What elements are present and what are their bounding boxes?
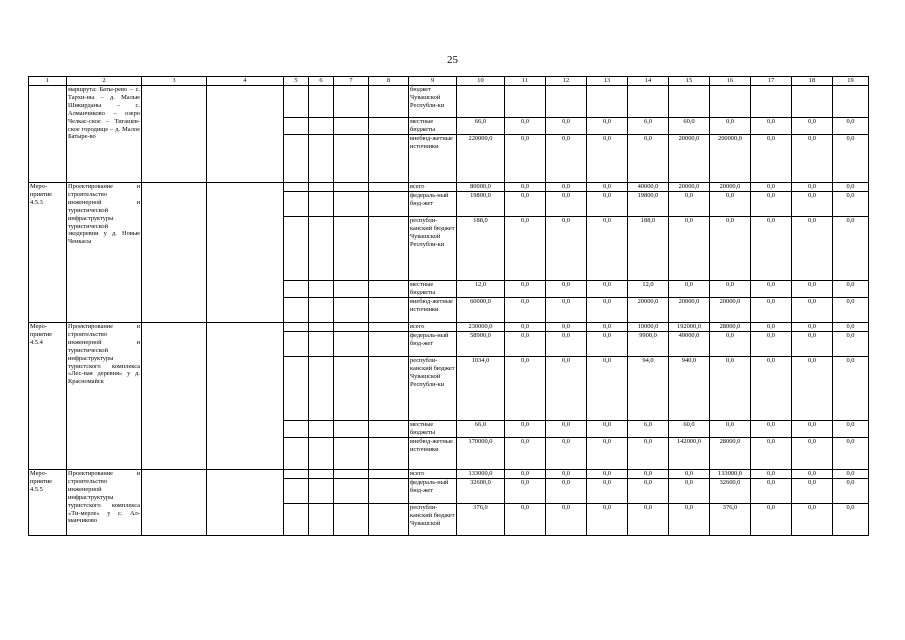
value-cell: 0,0 xyxy=(833,298,869,323)
value-cell: 0,0 xyxy=(669,217,710,281)
value-cell: 0,0 xyxy=(751,281,792,298)
column-header: 12 xyxy=(546,77,587,86)
empty-cell xyxy=(334,470,369,479)
value-cell: 0,0 xyxy=(792,332,833,357)
value-cell xyxy=(669,86,710,118)
page-number: 25 xyxy=(447,54,458,66)
empty-cell xyxy=(284,135,309,183)
value-cell: 0,0 xyxy=(587,135,628,183)
empty-cell xyxy=(142,183,207,323)
funding-source: местные бюджеты xyxy=(409,118,457,135)
value-cell: 0,0 xyxy=(546,217,587,281)
value-cell: 0,0 xyxy=(505,192,546,217)
value-cell: 0,0 xyxy=(546,281,587,298)
empty-cell xyxy=(334,421,369,438)
value-cell: 0,0 xyxy=(505,135,546,183)
value-cell: 0,0 xyxy=(751,332,792,357)
value-cell: 0,0 xyxy=(792,470,833,479)
empty-cell xyxy=(309,504,334,536)
value-cell: 6,0 xyxy=(628,421,669,438)
value-cell: 230000,0 xyxy=(457,323,505,332)
value-cell: 0,0 xyxy=(669,470,710,479)
value-cell: 133000,0 xyxy=(710,470,751,479)
value-cell: 60,0 xyxy=(669,421,710,438)
empty-cell xyxy=(369,504,409,536)
value-cell: 0,0 xyxy=(546,298,587,323)
value-cell: 28000,0 xyxy=(710,323,751,332)
value-cell: 12,0 xyxy=(457,281,505,298)
value-cell: 0,0 xyxy=(546,421,587,438)
value-cell: 170000,0 xyxy=(457,438,505,470)
value-cell: 0,0 xyxy=(669,281,710,298)
activity-description: Проектирование и строительство инженерной и туристической инфраструктуры туристского комплекса «Лес-ная деревня» у д. Красномайск xyxy=(67,323,142,470)
empty-cell xyxy=(334,135,369,183)
empty-cell xyxy=(284,421,309,438)
value-cell: 188,0 xyxy=(457,217,505,281)
funding-source: всего xyxy=(409,323,457,332)
value-cell: 0,0 xyxy=(546,323,587,332)
empty-cell xyxy=(334,323,369,332)
value-cell xyxy=(587,86,628,118)
value-cell: 80000,0 xyxy=(457,183,505,192)
empty-cell xyxy=(369,86,409,118)
value-cell: 40000,0 xyxy=(628,183,669,192)
funding-source: внебюд-жетные источники xyxy=(409,438,457,470)
empty-cell xyxy=(334,183,369,192)
value-cell: 376,0 xyxy=(710,504,751,536)
value-cell: 200000,0 xyxy=(710,135,751,183)
value-cell: 0,0 xyxy=(833,479,869,504)
funding-source: всего xyxy=(409,183,457,192)
value-cell: 0,0 xyxy=(628,438,669,470)
empty-cell xyxy=(284,357,309,421)
funding-source: внебюд-жетные источники xyxy=(409,298,457,323)
empty-cell xyxy=(309,332,334,357)
value-cell: 0,0 xyxy=(505,323,546,332)
value-cell: 0,0 xyxy=(792,192,833,217)
value-cell: 20000,0 xyxy=(669,183,710,192)
empty-cell xyxy=(334,86,369,118)
empty-cell xyxy=(309,217,334,281)
empty-cell xyxy=(334,192,369,217)
column-header: 3 xyxy=(142,77,207,86)
value-cell: 0,0 xyxy=(751,217,792,281)
empty-cell xyxy=(334,332,369,357)
activity-label: Меро-приятие 4.5.4 xyxy=(29,323,67,470)
value-cell: 0,0 xyxy=(505,298,546,323)
value-cell: 0,0 xyxy=(792,438,833,470)
activity-label: Меро-приятие 4.5.5 xyxy=(29,470,67,536)
value-cell: 0,0 xyxy=(587,504,628,536)
table-row xyxy=(29,470,869,479)
value-cell: 0,0 xyxy=(546,192,587,217)
empty-cell xyxy=(284,323,309,332)
value-cell: 0,0 xyxy=(833,421,869,438)
empty-cell xyxy=(284,86,309,118)
value-cell: 0,0 xyxy=(587,357,628,421)
empty-cell xyxy=(309,86,334,118)
value-cell: 0,0 xyxy=(792,323,833,332)
empty-cell xyxy=(207,470,284,536)
empty-cell xyxy=(369,192,409,217)
value-cell: 20000,0 xyxy=(669,135,710,183)
empty-cell xyxy=(369,323,409,332)
value-cell: 0,0 xyxy=(587,479,628,504)
column-header: 10 xyxy=(457,77,505,86)
funding-source: федераль-ный бюд-жет xyxy=(409,332,457,357)
value-cell: 20000,0 xyxy=(710,298,751,323)
column-header: 15 xyxy=(669,77,710,86)
value-cell: 19800,0 xyxy=(628,192,669,217)
empty-cell xyxy=(309,438,334,470)
funding-source: местные бюджеты xyxy=(409,421,457,438)
value-cell: 0,0 xyxy=(751,192,792,217)
value-cell: 0,0 xyxy=(587,183,628,192)
value-cell: 0,0 xyxy=(710,281,751,298)
empty-cell xyxy=(369,438,409,470)
value-cell: 0,0 xyxy=(587,192,628,217)
value-cell: 192000,0 xyxy=(669,323,710,332)
empty-cell xyxy=(284,298,309,323)
value-cell: 10000,0 xyxy=(628,323,669,332)
value-cell: 0,0 xyxy=(792,135,833,183)
value-cell: 0,0 xyxy=(546,479,587,504)
value-cell: 0,0 xyxy=(505,479,546,504)
column-header: 4 xyxy=(207,77,284,86)
value-cell: 142000,0 xyxy=(669,438,710,470)
value-cell: 20000,0 xyxy=(710,183,751,192)
empty-cell xyxy=(334,479,369,504)
value-cell: 0,0 xyxy=(792,357,833,421)
value-cell: 0,0 xyxy=(833,217,869,281)
column-header: 6 xyxy=(309,77,334,86)
empty-cell xyxy=(309,357,334,421)
value-cell: 0,0 xyxy=(833,192,869,217)
value-cell: 0,0 xyxy=(833,118,869,135)
value-cell: 0,0 xyxy=(546,357,587,421)
empty-cell xyxy=(142,86,207,183)
empty-cell xyxy=(284,438,309,470)
value-cell: 0,0 xyxy=(710,332,751,357)
value-cell: 0,0 xyxy=(505,118,546,135)
value-cell: 0,0 xyxy=(710,118,751,135)
value-cell: 0,0 xyxy=(628,479,669,504)
empty-cell xyxy=(369,183,409,192)
value-cell: 0,0 xyxy=(505,332,546,357)
empty-cell xyxy=(309,421,334,438)
empty-cell xyxy=(284,504,309,536)
value-cell: 0,0 xyxy=(833,332,869,357)
empty-cell xyxy=(284,479,309,504)
empty-cell xyxy=(309,281,334,298)
value-cell: 1034,0 xyxy=(457,357,505,421)
value-cell: 0,0 xyxy=(669,504,710,536)
value-cell: 0,0 xyxy=(546,183,587,192)
value-cell: 0,0 xyxy=(587,470,628,479)
empty-cell xyxy=(369,421,409,438)
value-cell: 0,0 xyxy=(587,118,628,135)
empty-cell xyxy=(284,281,309,298)
empty-cell xyxy=(369,470,409,479)
empty-cell xyxy=(309,298,334,323)
value-cell: 6,0 xyxy=(628,118,669,135)
value-cell xyxy=(751,86,792,118)
empty-cell xyxy=(334,357,369,421)
column-header: 1 xyxy=(29,77,67,86)
empty-cell xyxy=(369,298,409,323)
value-cell: 0,0 xyxy=(587,298,628,323)
value-cell: 0,0 xyxy=(505,504,546,536)
empty-cell xyxy=(309,323,334,332)
empty-cell xyxy=(334,438,369,470)
value-cell: 0,0 xyxy=(587,323,628,332)
value-cell: 0,0 xyxy=(751,135,792,183)
value-cell: 0,0 xyxy=(792,479,833,504)
value-cell: 188,0 xyxy=(628,217,669,281)
column-header: 2 xyxy=(67,77,142,86)
column-header: 5 xyxy=(284,77,309,86)
value-cell: 66,0 xyxy=(457,118,505,135)
value-cell: 0,0 xyxy=(710,217,751,281)
value-cell: 58900,0 xyxy=(457,332,505,357)
value-cell: 0,0 xyxy=(833,504,869,536)
value-cell: 0,0 xyxy=(751,438,792,470)
empty-cell xyxy=(369,118,409,135)
empty-cell xyxy=(284,192,309,217)
value-cell: 12,0 xyxy=(628,281,669,298)
value-cell: 0,0 xyxy=(505,357,546,421)
value-cell: 0,0 xyxy=(669,192,710,217)
value-cell xyxy=(792,86,833,118)
value-cell: 0,0 xyxy=(751,479,792,504)
empty-cell xyxy=(369,479,409,504)
value-cell: 60000,0 xyxy=(457,298,505,323)
funding-source: республи-канский бюджет Чувашской Республи-ки xyxy=(409,217,457,281)
column-header: 8 xyxy=(369,77,409,86)
value-cell: 0,0 xyxy=(751,323,792,332)
empty-cell xyxy=(284,183,309,192)
value-cell: 32600,0 xyxy=(457,479,505,504)
value-cell: 9900,0 xyxy=(628,332,669,357)
value-cell: 0,0 xyxy=(751,421,792,438)
value-cell: 0,0 xyxy=(792,298,833,323)
value-cell: 0,0 xyxy=(587,421,628,438)
empty-cell xyxy=(334,298,369,323)
empty-cell xyxy=(369,217,409,281)
empty-cell xyxy=(369,357,409,421)
value-cell: 0,0 xyxy=(505,438,546,470)
value-cell xyxy=(628,86,669,118)
value-cell xyxy=(833,86,869,118)
value-cell: 49000,0 xyxy=(669,332,710,357)
value-cell: 0,0 xyxy=(505,281,546,298)
value-cell: 32600,0 xyxy=(710,479,751,504)
value-cell: 19800,0 xyxy=(457,192,505,217)
value-cell: 0,0 xyxy=(833,470,869,479)
value-cell: 0,0 xyxy=(833,281,869,298)
column-header: 13 xyxy=(587,77,628,86)
value-cell: 0,0 xyxy=(628,504,669,536)
table-row xyxy=(29,323,869,332)
value-cell: 0,0 xyxy=(751,118,792,135)
value-cell: 0,0 xyxy=(505,183,546,192)
column-header: 16 xyxy=(710,77,751,86)
empty-cell xyxy=(309,479,334,504)
value-cell: 0,0 xyxy=(505,217,546,281)
budget-table xyxy=(28,76,869,536)
value-cell: 0,0 xyxy=(792,504,833,536)
value-cell: 133000,0 xyxy=(457,470,505,479)
table-row xyxy=(29,86,869,118)
value-cell: 0,0 xyxy=(710,421,751,438)
funding-source: бюджет Чувашской Республи-ки xyxy=(409,86,457,118)
value-cell: 0,0 xyxy=(792,183,833,192)
value-cell: 0,0 xyxy=(546,332,587,357)
empty-cell xyxy=(309,192,334,217)
column-header: 9 xyxy=(409,77,457,86)
value-cell: 0,0 xyxy=(628,470,669,479)
empty-cell xyxy=(334,217,369,281)
value-cell: 0,0 xyxy=(587,332,628,357)
value-cell: 0,0 xyxy=(751,183,792,192)
funding-source: всего xyxy=(409,470,457,479)
value-cell: 0,0 xyxy=(833,357,869,421)
value-cell: 20000,0 xyxy=(669,298,710,323)
empty-cell xyxy=(369,135,409,183)
empty-cell xyxy=(334,504,369,536)
value-cell: 0,0 xyxy=(546,135,587,183)
value-cell: 0,0 xyxy=(546,504,587,536)
value-cell: 0,0 xyxy=(751,504,792,536)
value-cell: 0,0 xyxy=(710,357,751,421)
value-cell: 66,0 xyxy=(457,421,505,438)
empty-cell xyxy=(142,470,207,536)
funding-source: федераль-ный бюд-жет xyxy=(409,192,457,217)
table-row xyxy=(29,183,869,192)
value-cell: 20000,0 xyxy=(628,298,669,323)
empty-cell xyxy=(309,183,334,192)
value-cell: 0,0 xyxy=(628,135,669,183)
value-cell xyxy=(457,86,505,118)
activity-label xyxy=(29,86,67,183)
value-cell xyxy=(505,86,546,118)
value-cell: 0,0 xyxy=(587,217,628,281)
value-cell: 0,0 xyxy=(751,357,792,421)
value-cell: 0,0 xyxy=(587,281,628,298)
value-cell: 0,0 xyxy=(505,470,546,479)
column-number-row xyxy=(29,77,869,86)
value-cell: 940,0 xyxy=(669,357,710,421)
empty-cell xyxy=(207,86,284,183)
value-cell: 376,0 xyxy=(457,504,505,536)
value-cell: 0,0 xyxy=(546,470,587,479)
column-header: 11 xyxy=(505,77,546,86)
value-cell: 0,0 xyxy=(710,192,751,217)
empty-cell xyxy=(284,470,309,479)
empty-cell xyxy=(309,470,334,479)
value-cell: 0,0 xyxy=(669,479,710,504)
value-cell: 0,0 xyxy=(833,438,869,470)
value-cell: 0,0 xyxy=(833,323,869,332)
value-cell: 0,0 xyxy=(751,470,792,479)
empty-cell xyxy=(284,332,309,357)
empty-cell xyxy=(309,135,334,183)
column-header: 7 xyxy=(334,77,369,86)
empty-cell xyxy=(207,323,284,470)
activity-description: Проектирование и строительство инженерной и туристической инфраструктуры туристической экодеревни у д. Новые Ченкасы xyxy=(67,183,142,323)
funding-source: внебюд-жетные источники xyxy=(409,135,457,183)
empty-cell xyxy=(284,217,309,281)
value-cell: 220000,0 xyxy=(457,135,505,183)
empty-cell xyxy=(369,332,409,357)
value-cell: 0,0 xyxy=(505,421,546,438)
value-cell xyxy=(546,86,587,118)
value-cell: 0,0 xyxy=(792,118,833,135)
value-cell: 0,0 xyxy=(751,298,792,323)
value-cell: 28000,0 xyxy=(710,438,751,470)
column-header: 14 xyxy=(628,77,669,86)
column-header: 17 xyxy=(751,77,792,86)
value-cell: 0,0 xyxy=(546,438,587,470)
column-header: 18 xyxy=(792,77,833,86)
value-cell xyxy=(710,86,751,118)
value-cell: 60,0 xyxy=(669,118,710,135)
funding-source: федераль-ный бюд-жет xyxy=(409,479,457,504)
column-header: 19 xyxy=(833,77,869,86)
value-cell: 0,0 xyxy=(792,421,833,438)
activity-description: маршрута: Баты-рево – с. Тархи-ны – д. Малые Шикирданы – с. Алманчиково – озеро Челкас-ское – Тигашев-ское городище – д. Малое Батыре-во xyxy=(67,86,142,183)
empty-cell xyxy=(334,118,369,135)
value-cell: 0,0 xyxy=(833,135,869,183)
value-cell: 0,0 xyxy=(792,281,833,298)
value-cell: 0,0 xyxy=(546,118,587,135)
empty-cell xyxy=(142,323,207,470)
value-cell: 0,0 xyxy=(587,438,628,470)
funding-source: республи-канский бюджет Чувашской Республи-ки xyxy=(409,357,457,421)
funding-source: местные бюджеты xyxy=(409,281,457,298)
value-cell: 0,0 xyxy=(792,217,833,281)
value-cell: 0,0 xyxy=(833,183,869,192)
empty-cell xyxy=(334,281,369,298)
activity-label: Меро-приятие 4.5.3 xyxy=(29,183,67,323)
activity-description: Проектирование и строительство инженерной инфраструктуры туристского комплекса «Ти-мерле» у с. Ал-манчиково xyxy=(67,470,142,536)
empty-cell xyxy=(309,118,334,135)
funding-source: республи-канский бюджет Чувашской xyxy=(409,504,457,536)
empty-cell xyxy=(207,183,284,323)
empty-cell xyxy=(369,281,409,298)
empty-cell xyxy=(284,118,309,135)
value-cell: 94,0 xyxy=(628,357,669,421)
